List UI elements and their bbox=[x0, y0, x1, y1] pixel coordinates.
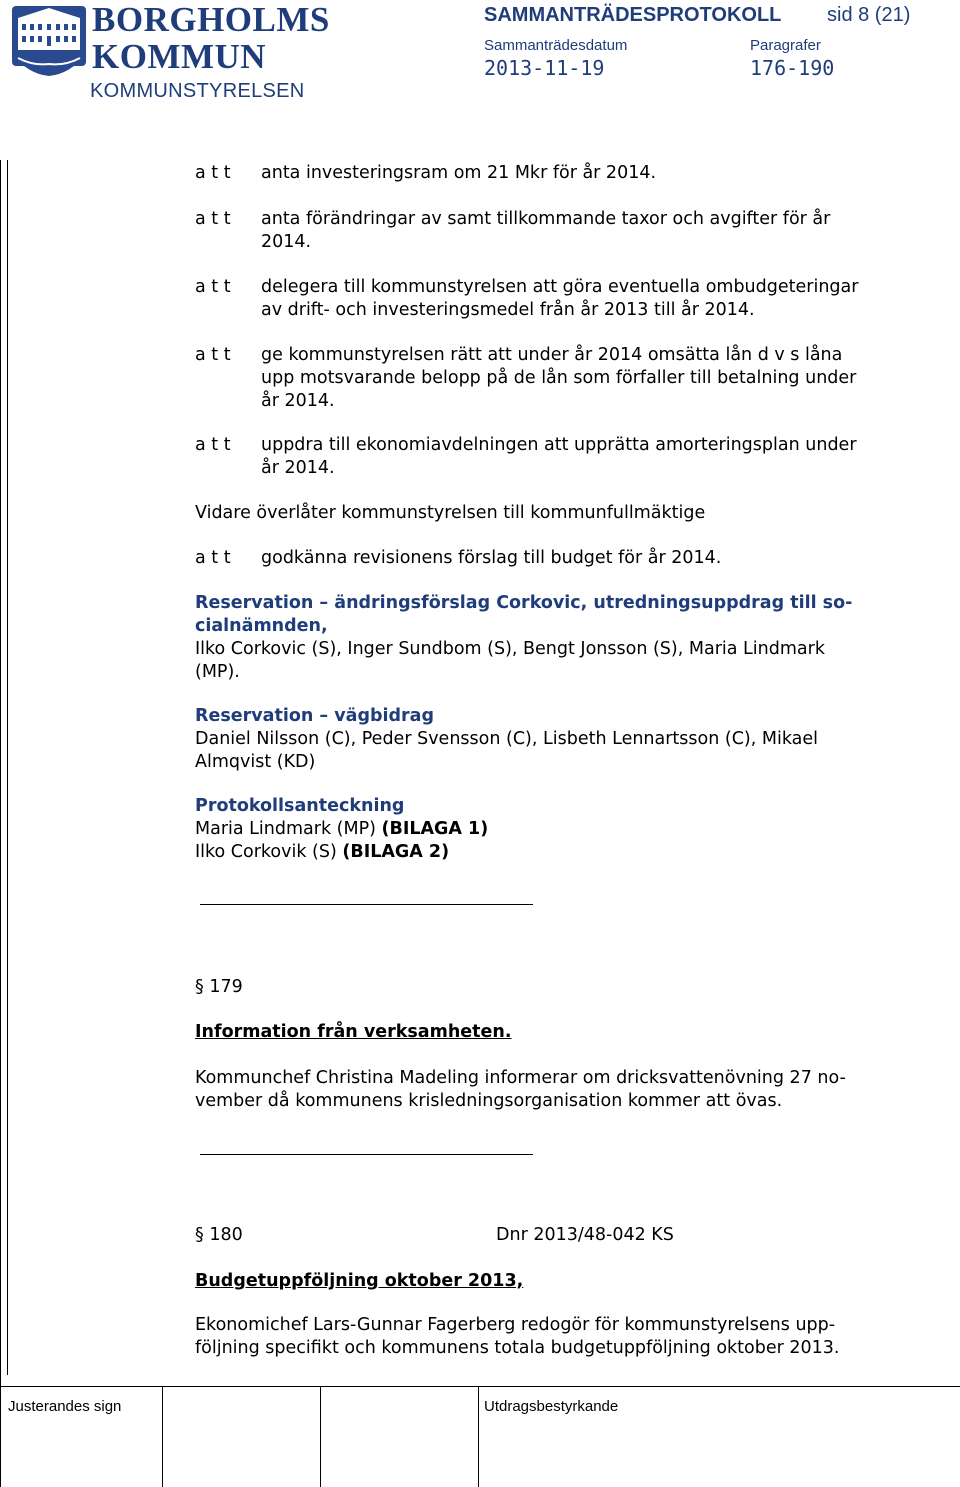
att-marker: a t t bbox=[195, 163, 231, 183]
decision-item-6: godkänna revisionens förslag till budget för år 2014. bbox=[261, 548, 722, 568]
org-name-line1: BORGHOLMS bbox=[92, 0, 330, 39]
section-separator bbox=[200, 904, 533, 905]
reservation-1-names-line1: Ilko Corkovic (S), Inger Sundbom (S), Bengt Jonsson (S), Maria Lindmark bbox=[195, 639, 825, 659]
att-marker: a t t bbox=[195, 277, 231, 297]
reservation-2-names-line2: Almqvist (KD) bbox=[195, 752, 316, 772]
utdragsbestyrkande-label: Utdragsbestyrkande bbox=[484, 1398, 619, 1415]
footer-signature-box-divider bbox=[478, 1386, 479, 1487]
margin-line-inner bbox=[7, 160, 8, 1375]
section-179-number: § 179 bbox=[195, 977, 243, 997]
section-180-text-line1: Ekonomichef Lars-Gunnar Fagerberg redogör för kommunstyrelsens upp- bbox=[195, 1315, 836, 1335]
decision-item-3-line2: av drift- och investeringsmedel från år 2013 till år 2014. bbox=[261, 300, 755, 320]
reservation-2-names-line1: Daniel Nilsson (C), Peder Svensson (C), Lisbeth Lennartsson (C), Mikael bbox=[195, 729, 819, 749]
margin-line-outer bbox=[0, 160, 1, 1487]
att-marker: a t t bbox=[195, 548, 231, 568]
section-180-dnr: Dnr 2013/48-042 KS bbox=[496, 1225, 674, 1245]
protocol-note-1-name: Maria Lindmark (MP) bbox=[195, 819, 382, 839]
decision-item-3-line1: delegera till kommunstyrelsen att göra eventuella ombudgeteringar bbox=[261, 277, 859, 297]
attachment-2-ref: (BILAGA 2) bbox=[342, 842, 450, 862]
decision-item-5-line2: år 2014. bbox=[261, 458, 335, 478]
att-marker: a t t bbox=[195, 209, 231, 229]
protocol-note-2-name: Ilko Corkovik (S) bbox=[195, 842, 343, 862]
paragraphs-label: Paragrafer bbox=[750, 37, 821, 54]
protocol-note-line1 bbox=[195, 818, 488, 841]
footer-signature-box-divider bbox=[162, 1386, 163, 1487]
section-180-text-line2: följning specifikt och kommunens totala budgetuppföljning oktober 2013. bbox=[195, 1338, 840, 1358]
justerandes-sign-label: Justerandes sign bbox=[8, 1398, 122, 1415]
meeting-date-label: Sammanträdesdatum bbox=[484, 37, 628, 54]
decision-item-4-line3: år 2014. bbox=[261, 391, 335, 411]
att-marker: a t t bbox=[195, 435, 231, 455]
decision-item-2-line2: 2014. bbox=[261, 232, 312, 252]
decision-item-1: anta investeringsram om 21 Mkr för år 2014. bbox=[261, 163, 657, 183]
section-179-title: Information från verksamheten. bbox=[195, 1022, 512, 1042]
reservation-1-title-line2: cialnämnden, bbox=[195, 616, 328, 636]
attachment-1-ref: (BILAGA 1) bbox=[381, 819, 489, 839]
section-179-text-line1: Kommunchef Christina Madeling informerar om dricksvattenövning 27 no- bbox=[195, 1068, 846, 1088]
document-title: SAMMANTRÄDESPROTOKOLL bbox=[484, 4, 782, 26]
footer-rule bbox=[0, 1386, 960, 1387]
meeting-date-value: 2013-11-19 bbox=[484, 56, 605, 80]
section-180-number: § 180 bbox=[195, 1225, 243, 1245]
decision-item-4-line2: upp motsvarande belopp på de lån som förfaller till betalning under bbox=[261, 368, 857, 388]
section-180-title: Budgetuppföljning oktober 2013, bbox=[195, 1271, 524, 1291]
footer-signature-box-divider bbox=[320, 1386, 321, 1487]
protocol-note-title: Protokollsanteckning bbox=[195, 796, 405, 816]
decision-item-5-line1: uppdra till ekonomiavdelningen att upprätta amorteringsplan under bbox=[261, 435, 857, 455]
section-separator bbox=[200, 1154, 533, 1155]
reservation-1-title-line1: Reservation – ändringsförslag Corkovic, utredningsuppdrag till so- bbox=[195, 593, 853, 613]
decision-item-2-line1: anta förändringar av samt tillkommande taxor och avgifter för år bbox=[261, 209, 831, 229]
att-marker: a t t bbox=[195, 345, 231, 365]
department-name: KOMMUNSTYRELSEN bbox=[90, 80, 305, 102]
reservation-1-names-line2: (MP). bbox=[195, 662, 240, 682]
org-name-line2: KOMMUN bbox=[92, 37, 267, 76]
vidare-paragraph: Vidare överlåter kommunstyrelsen till kommunfullmäktige bbox=[195, 503, 706, 523]
paragraphs-value: 176-190 bbox=[750, 56, 835, 80]
reservation-2-title: Reservation – vägbidrag bbox=[195, 706, 435, 726]
section-179-text-line2: vember då kommunens krisledningsorganisation kommer att övas. bbox=[195, 1091, 783, 1111]
municipality-crest-logo bbox=[8, 4, 90, 78]
protocol-note-line2 bbox=[195, 841, 449, 864]
page-number: sid 8 (21) bbox=[827, 4, 911, 26]
decision-item-4-line1: ge kommunstyrelsen rätt att under år 2014 omsätta lån d v s låna bbox=[261, 345, 843, 365]
